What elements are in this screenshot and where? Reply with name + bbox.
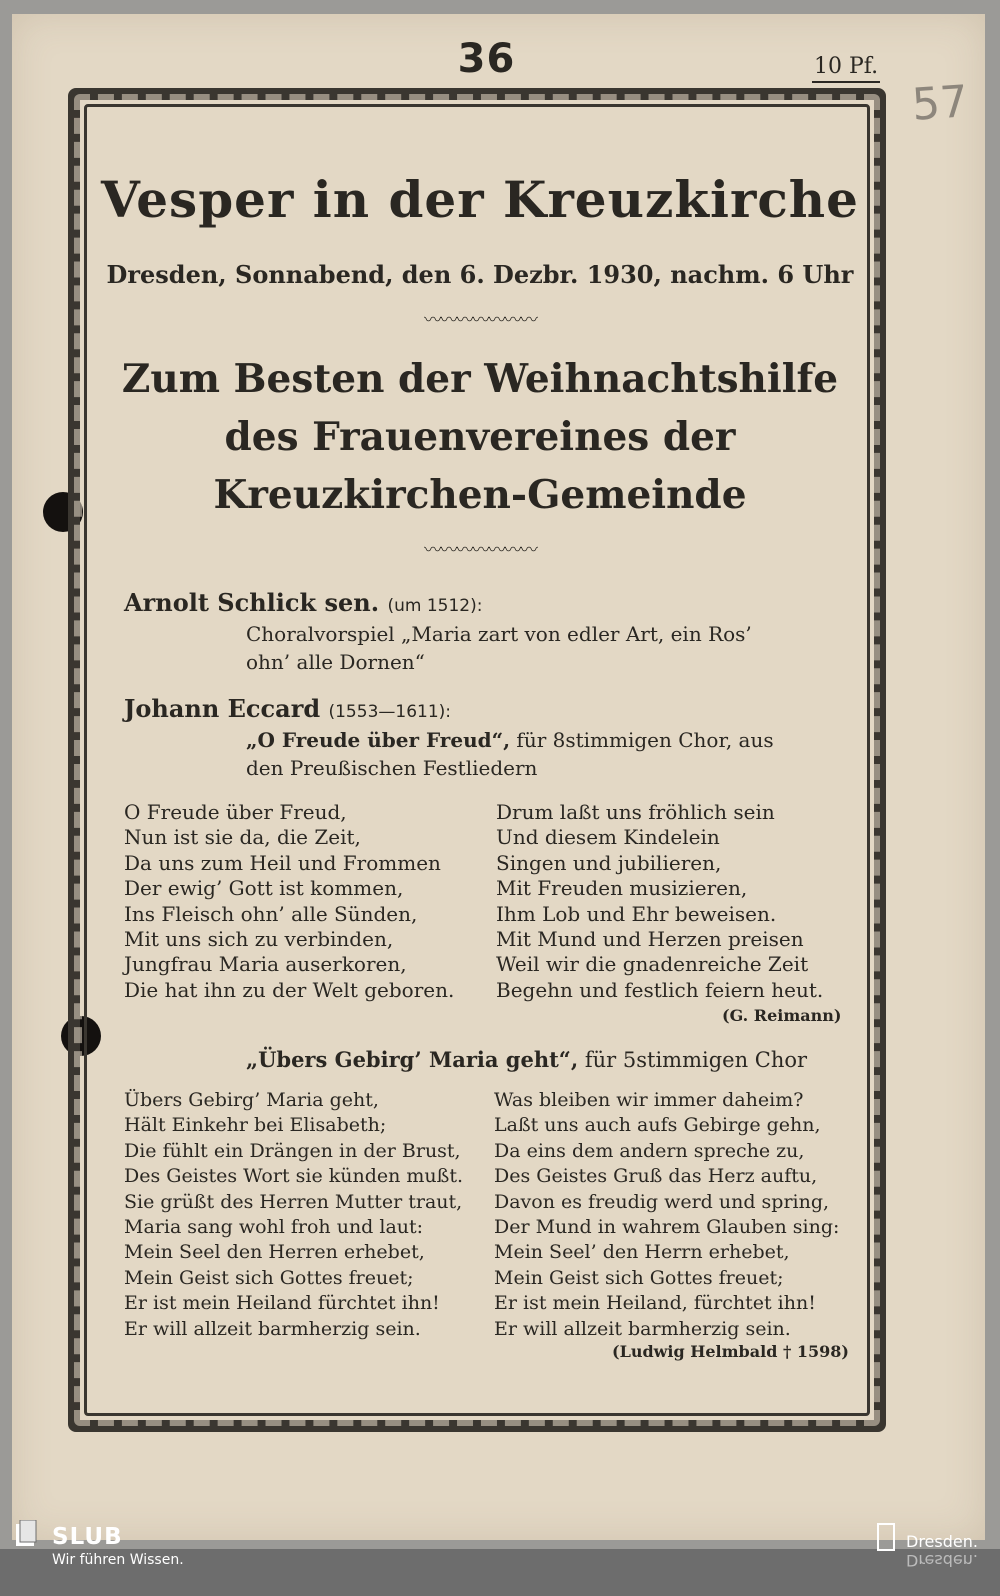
verse-line: Begehn und festlich feiern heut.	[496, 977, 824, 1002]
work-line-1: Choralvorspiel „Maria zart von edler Art, ein Ros’	[246, 622, 752, 646]
verse-line: Und diesem Kindelein	[496, 825, 720, 850]
song1-verse-left	[124, 800, 454, 1003]
song2-credit: (Ludwig Helmbald † 1598)	[612, 1342, 849, 1361]
composer-schlick	[124, 588, 482, 617]
verse-line: Ihm Lob und Ehr beweisen.	[496, 901, 777, 926]
verse-line: Drum laßt uns fröhlich sein	[496, 800, 775, 824]
song2-verse-right	[494, 1088, 839, 1342]
song2-heading	[246, 1046, 840, 1074]
work-title: „O Freude über Freud“,	[246, 728, 511, 752]
song2-description: für 5stimmigen Chor	[578, 1048, 808, 1072]
slub-logo-icon	[14, 1520, 38, 1548]
work-description: für 8stimmigen Chor, aus	[510, 728, 774, 752]
verse-line: Maria sang wohl froh und laut:	[124, 1216, 424, 1239]
composer-dates: (um 1512):	[387, 596, 483, 616]
page-number: 36	[457, 36, 516, 82]
pencil-annotation: 57	[910, 76, 970, 131]
benefit-line-2: des Frauenvereines der	[224, 414, 736, 460]
ornament-divider-bottom: 〰〰〰〰〰〰〰	[424, 540, 536, 561]
verse-line: Er ist mein Heiland fürchtet ihn!	[124, 1292, 440, 1315]
verse-line: Laßt uns auch aufs Gebirge gehn,	[494, 1114, 821, 1137]
footer-tagline: Wir führen Wissen.	[52, 1552, 184, 1568]
song2-title: „Übers Gebirg’ Maria geht“,	[246, 1047, 579, 1072]
composer-eccard	[124, 694, 451, 723]
verse-line: Jungfrau Maria auserkoren,	[124, 952, 407, 977]
verse-line: Nun ist sie da, die Zeit,	[124, 825, 361, 850]
benefit-line-1: Zum Besten der Weihnachtshilfe	[121, 356, 839, 402]
verse-line: Mein Geist sich Gottes freuet;	[494, 1266, 784, 1289]
verse-line: Mein Seel’ den Herrn erhebet,	[494, 1241, 790, 1264]
verse-line: Hält Einkehr bei Elisabeth;	[124, 1114, 387, 1137]
verse-line: Des Geistes Gruß das Herz auftu,	[494, 1165, 818, 1188]
work-schlick	[246, 620, 840, 676]
verse-line: Er will allzeit barmherzig sein.	[124, 1317, 421, 1340]
footer-partner-reflection: Dresden.	[906, 1551, 978, 1570]
verse-line: Da uns zum Heil und Frommen	[124, 850, 441, 875]
verse-line: Übers Gebirg’ Maria geht,	[124, 1089, 379, 1111]
composer-name: Johann Eccard	[124, 694, 321, 723]
verse-line: Der Mund in wahrem Glauben sing:	[494, 1216, 840, 1239]
verse-line: Mit Freuden musizieren,	[496, 876, 748, 901]
work-eccard	[246, 726, 840, 782]
event-date-line: Dresden, Sonnabend, den 6. Dezbr. 1930, nachm. 6 Uhr	[106, 260, 854, 289]
verse-line: Er ist mein Heiland, fürchtet ihn!	[494, 1292, 816, 1315]
song1-verse-right	[496, 800, 823, 1003]
song2-verse-left	[124, 1088, 463, 1342]
footer-partner[interactable]: Dresden.	[906, 1532, 978, 1551]
verse-line: Mein Geist sich Gottes freuet;	[124, 1266, 414, 1289]
verse-line: Ins Fleisch ohn’ alle Sünden,	[124, 901, 418, 926]
verse-line: O Freude über Freud,	[124, 800, 347, 824]
verse-line: Sie grüßt des Herren Mutter traut,	[124, 1190, 463, 1213]
benefit-line-3: Kreuzkirchen-Gemeinde	[213, 472, 747, 518]
verse-line: Da eins dem andern spreche zu,	[494, 1139, 805, 1162]
page-title: Vesper in der Kreuzkirche	[101, 170, 859, 229]
verse-line: Mit uns sich zu verbinden,	[124, 927, 394, 952]
verse-line: Mit Mund und Herzen preisen	[496, 927, 804, 952]
work-line-2: den Preußischen Festliedern	[246, 756, 538, 780]
verse-line: Des Geistes Wort sie künden mußt.	[124, 1165, 464, 1188]
verse-line: Die hat ihn zu der Welt geboren.	[124, 977, 455, 1002]
dresden-crest-icon	[877, 1523, 895, 1551]
verse-line: Die fühlt ein Drängen in der Brust,	[124, 1139, 461, 1162]
composer-dates: (1553—1611):	[328, 702, 452, 722]
work-line-2: ohn’ alle Dornen“	[246, 650, 425, 674]
verse-line: Der ewig’ Gott ist kommen,	[124, 876, 404, 901]
verse-line: Mein Seel den Herren erhebet,	[124, 1241, 425, 1264]
composer-name: Arnolt Schlick sen.	[124, 588, 380, 617]
benefit-heading	[100, 350, 860, 524]
verse-line: Davon es freudig werd und spring,	[494, 1190, 830, 1213]
ornament-divider-top: 〰〰〰〰〰〰〰	[424, 310, 536, 331]
verse-line: Weil wir die gnadenreiche Zeit	[496, 952, 809, 977]
price-label: 10 Pf.	[812, 54, 880, 83]
verse-line: Er will allzeit barmherzig sein.	[494, 1317, 791, 1340]
verse-line: Was bleiben wir immer daheim?	[494, 1089, 804, 1111]
verse-line: Singen und jubilieren,	[496, 850, 722, 875]
footer-brand[interactable]: SLUB	[52, 1524, 123, 1550]
song1-credit: (G. Reimann)	[722, 1006, 842, 1025]
